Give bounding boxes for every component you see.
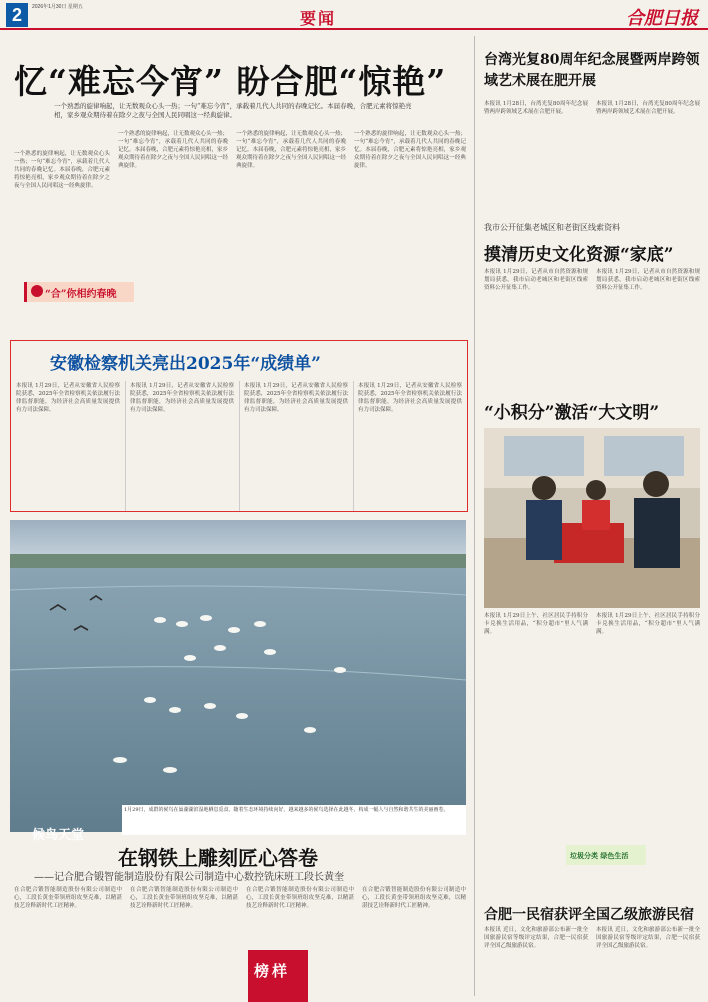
main-headline[interactable]: 忆“难忘今宵” 盼合肥“惊艳” (14, 62, 447, 101)
lake-scene-image (10, 520, 466, 832)
procurate-byline: 本报讯 1月29日，记者从安徽省人民检察院获悉，2025年全省检察机关依法履行法律监督职能，为经济社会高质量发展提供有力司法保障。 (358, 383, 462, 413)
article-column (484, 612, 588, 842)
points-headline[interactable]: “小积分”激活“大文明” (484, 403, 660, 423)
procurate-byline: 本报讯 1月29日，记者从安徽省人民检察院获悉，2025年全省检察机关依法履行法律监督职能，为经济社会高质量发展提供有力司法保障。 (130, 383, 234, 413)
garbage-sorting-tag (566, 845, 646, 865)
column-divider (125, 381, 126, 511)
procurate-byline: 本报讯 1月29日，记者从安徽省人民检察院获悉，2025年全省检察机关依法履行法律监督职能，为经济社会高质量发展提供有力司法保障。 (16, 383, 120, 413)
column-text: 一个熟悉的旋律响起，让无数观众心头一热；一句“难忘今宵”，承载着几代人共同的春晚记忆。本届春晚，合肥元素将惊艳亮相，家乡观众期待着在除夕之夜与全国人民同唱这一经典旋律。 (354, 131, 466, 169)
history-headline[interactable]: 摸清历史文化资源“家底” (484, 245, 674, 265)
article-column (596, 100, 700, 200)
taiwan-byline: 本报讯 1月28日，台湾光复80周年纪念展暨两岸跨领域艺术展在合肥开展。 (596, 101, 700, 115)
article-column (244, 382, 348, 508)
column-divider (239, 381, 240, 511)
ribbon-text: 榜样 (254, 962, 291, 980)
taiwan-byline: 本报讯 1月28日，台湾光复80周年纪念展暨两岸跨领域艺术展在合肥开展。 (484, 101, 588, 115)
quote-text: “合”你相约春晚 (45, 289, 117, 300)
lake-photo (10, 520, 466, 832)
green-tag-text: 垃圾分类 绿色生活 (570, 851, 629, 860)
tv-icon (31, 285, 43, 297)
steel-byline: 在合肥合锻智能制造股份有限公司制造中心，工段长黄奎带领班组攻坚克难，以精湛技艺诠释新时代工匠精神。 (246, 887, 354, 909)
article-column (596, 612, 700, 840)
homestay-headline[interactable]: 合肥一民宿获评全国乙级旅游民宿 (484, 907, 694, 923)
section-title: 要闻 (300, 9, 337, 28)
steel-subheadline: ——记合肥合锻智能制造股份有限公司制造中心数控铣床班工段长黄奎 (34, 872, 344, 883)
article-column (354, 130, 466, 336)
lake-caption: 1月29日，成群的候鸟在巢湖湖滨湿地栖息觅食。随着生态环境持续向好，越来越多的候鸟选择在此越冬，构成一幅人与自然和谐共生的美丽画卷。 (122, 805, 466, 835)
homestay-byline: 本报讯 近日，文化和旅游部公布新一批全国旅游民宿等级评定结果，合肥一民宿获评全国乙级旅游民宿。 (484, 927, 588, 949)
article-column (358, 382, 462, 508)
points-byline: 本报讯 1月29日上午，社区居民手持积分卡兑换生活用品，“积分超市”里人气满满。 (596, 613, 700, 635)
procurate-headline[interactable]: 安徽检察机关亮出2025年“成绩单” (50, 354, 321, 374)
article-column (484, 100, 588, 200)
lake-caption-title: 候鸟天堂 (32, 828, 85, 843)
volunteer-scene-image (484, 428, 700, 608)
column-text: 一个熟悉的旋律响起，让无数观众心头一热；一句“难忘今宵”，承载着几代人共同的春晚记忆。本届春晚，合肥元素将惊艳亮相，家乡观众期待着在除夕之夜与全国人民同唱这一经典旋律。 (14, 151, 110, 189)
steel-byline: 在合肥合锻智能制造股份有限公司制造中心，工段长黄奎带领班组攻坚克难，以精湛技艺诠释新时代工匠精神。 (362, 887, 466, 909)
article-column (118, 130, 228, 336)
points-byline: 本报讯 1月29日上午，社区居民手持积分卡兑换生活用品，“积分超市”里人气满满。 (484, 613, 588, 635)
article-column (130, 382, 234, 508)
points-photo (484, 428, 700, 608)
page-number: 2 (6, 3, 28, 27)
newspaper-logo: 合肥日报 (626, 8, 698, 29)
history-kicker: 我市公开征集老城区和老街区线索资料 (484, 223, 620, 232)
article-column (236, 130, 346, 336)
history-byline: 本报讯 1月29日，记者从市自然资源和规划局获悉，我市启动老城区和老街区线索资料公开征集工作。 (596, 269, 700, 291)
article-column (362, 886, 466, 998)
column-divider (474, 36, 475, 996)
role-model-ribbon (248, 950, 308, 1002)
article-column (14, 886, 122, 998)
article-column (596, 268, 700, 380)
date-line: 2026年1月30日 星期五 (32, 4, 83, 10)
taiwan-headline[interactable]: 台湾光复80周年纪念展暨两岸跨领域艺术展在肥开展 (484, 52, 700, 89)
article-column (14, 150, 110, 280)
steel-headline[interactable]: 在钢铁上雕刻匠心答卷 (118, 846, 318, 870)
article-column (596, 926, 700, 998)
homestay-byline: 本报讯 近日，文化和旅游部公布新一批全国旅游民宿等级评定结果，合肥一民宿获评全国乙级旅游民宿。 (596, 927, 700, 949)
article-column (16, 382, 120, 508)
lead-paragraph: 一个熟悉的旋律响起，让无数观众心头一热；一句“难忘今宵”，承载着几代人共同的春晚记忆。本届春晚，合肥元素将惊艳亮相，家乡观众期待着在除夕之夜与全国人民同唱这一经典旋律。 (54, 102, 412, 119)
steel-byline: 在合肥合锻智能制造股份有限公司制造中心，工段长黄奎带领班组攻坚克难，以精湛技艺诠释新时代工匠精神。 (130, 887, 238, 909)
column-text: 一个熟悉的旋律响起，让无数观众心头一热；一句“难忘今宵”，承载着几代人共同的春晚记忆。本届春晚，合肥元素将惊艳亮相，家乡观众期待着在除夕之夜与全国人民同唱这一经典旋律。 (118, 131, 228, 169)
column-text: 一个熟悉的旋律响起，让无数观众心头一热；一句“难忘今宵”，承载着几代人共同的春晚记忆。本届春晚，合肥元素将惊艳亮相，家乡观众期待着在除夕之夜与全国人民同唱这一经典旋律。 (236, 131, 346, 169)
steel-byline: 在合肥合锻智能制造股份有限公司制造中心，工段长黄奎带领班组攻坚克难，以精湛技艺诠释新时代工匠精神。 (14, 887, 122, 909)
column-divider (353, 381, 354, 511)
article-column (484, 268, 588, 380)
masthead (0, 0, 708, 30)
article-column (484, 926, 588, 998)
procurate-byline: 本报讯 1月29日，记者从安徽省人民检察院获悉，2025年全省检察机关依法履行法律监督职能，为经济社会高质量发展提供有力司法保障。 (244, 383, 348, 413)
article-column (130, 886, 238, 998)
history-byline: 本报讯 1月29日，记者从市自然资源和规划局获悉，我市启动老城区和老街区线索资料公开征集工作。 (484, 269, 588, 291)
article-column (246, 886, 354, 946)
